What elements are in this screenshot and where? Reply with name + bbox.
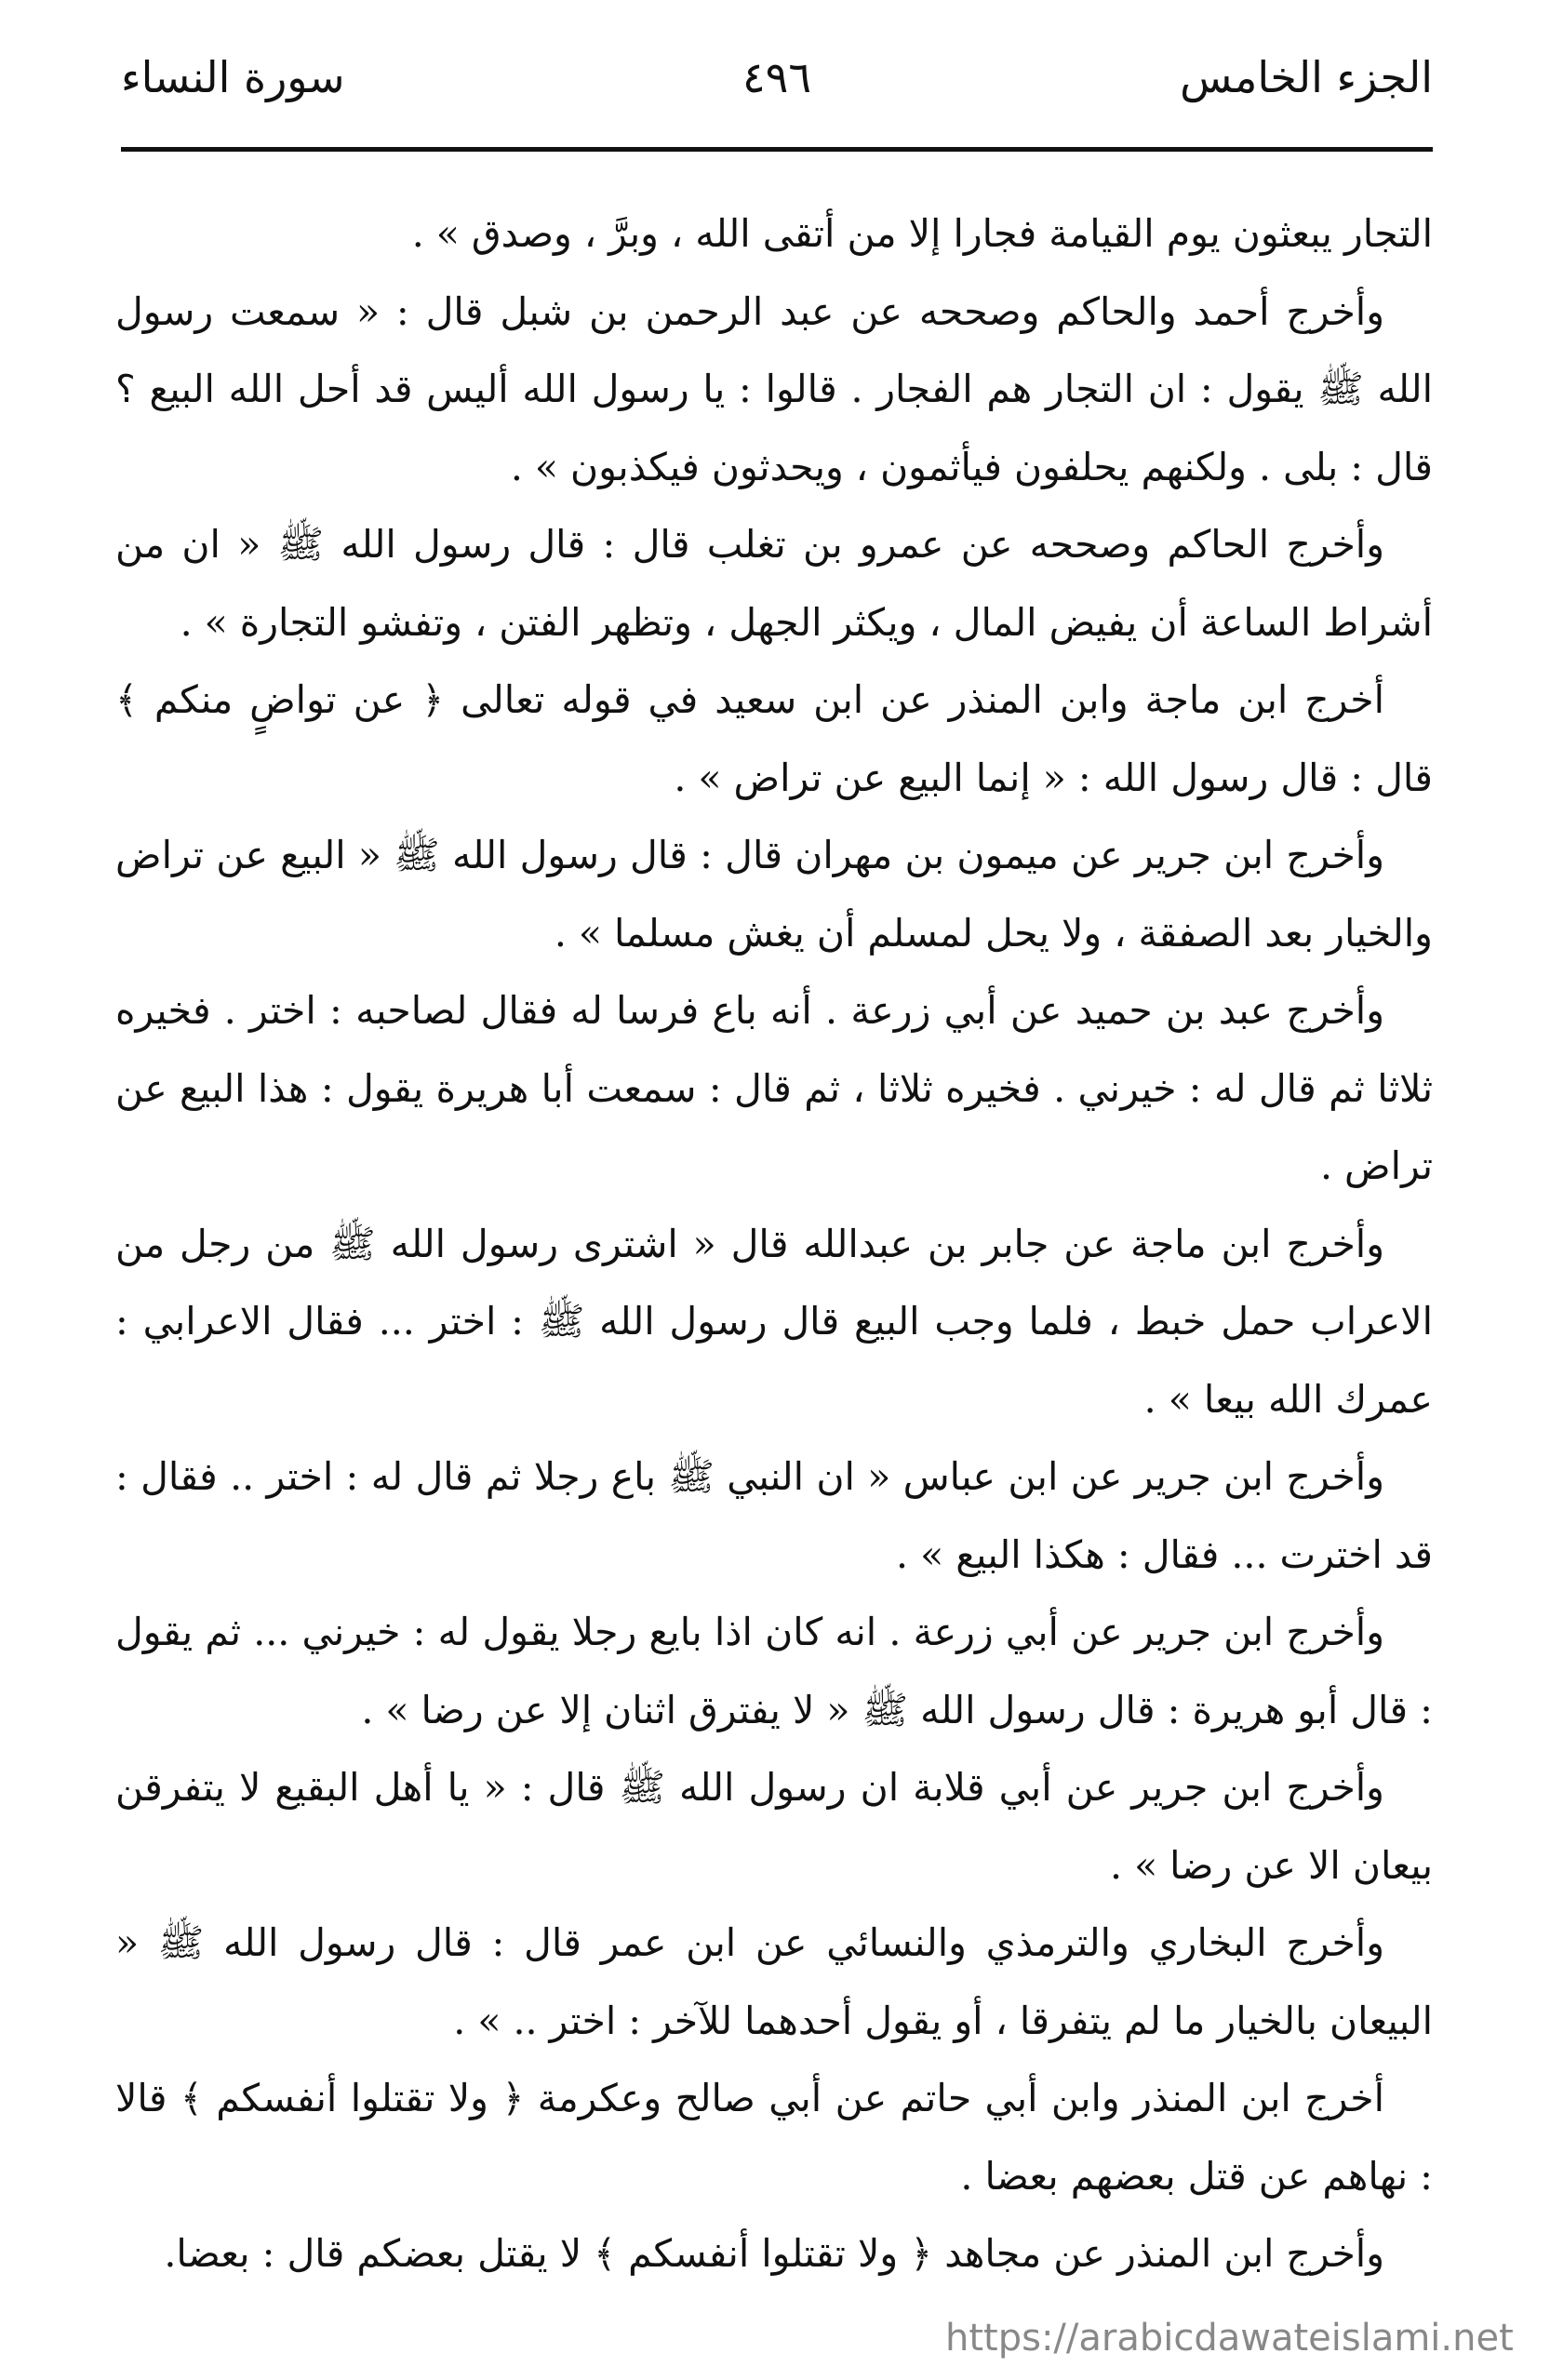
surah-title: سورة النساء	[121, 52, 345, 102]
paragraph: وأخرج ابن ماجة عن جابر بن عبدالله قال « اشترى رسول الله ﷺ من رجل من الاعراب حمل خبط ، فلما وجب البيع قال رسول الله ﷺ : اختر ... فقال الاعرابي : عمرك الله بيعا » .	[115, 1221, 1433, 1422]
paragraph: وأخرج ابن جرير عن أبي قلابة ان رسول الله ﷺ قال : « يا أهل البقيع لا يتفرقن بيعان الا عن رضا » .	[115, 1765, 1433, 1888]
paragraph: وأخرج الحاكم وصححه عن عمرو بن تغلب قال : قال رسول الله ﷺ « ان من أشراط الساعة أن يفيض المال ، ويكثر الجهل ، وتظهر الفتن ، وتفشو التجارة » .	[115, 522, 1433, 645]
paragraph: وأخرج ابن جرير عن ابن عباس « ان النبي ﷺ باع رجلا ثم قال له : اختر .. فقال : قد اخترت ... فقال : هكذا البيع » .	[115, 1454, 1433, 1577]
paragraph: وأخرج ابن المنذر عن مجاهد ﴿ ولا تقتلوا أنفسكم ﴾ لا يقتل بعضكم قال : بعضا.	[164, 2231, 1384, 2276]
page-body	[115, 195, 1433, 2293]
watermark-url: https://arabicdawateislami.net	[945, 2317, 1514, 2360]
paragraph: وأخرج عبد بن حميد عن أبي زرعة . أنه باع فرسا له فقال لصاحبه : اختر . فخيره ثلاثا ثم قال له : خيرني . فخيره ثلاثا ، ثم قال : سمعت أبا هريرة يقول : هذا البيع عن تراض .	[115, 988, 1433, 1188]
juz-title: الجزء الخامس	[1180, 52, 1433, 102]
paragraph: وأخرج البخاري والترمذي والنسائي عن ابن عمر قال : قال رسول الله ﷺ « البيعان بالخيار ما لم يتفرقا ، أو يقول أحدهما للآخر : اختر .. » .	[115, 1920, 1433, 2043]
page-number: ٤٩٦	[742, 52, 812, 102]
paragraph: وأخرج ابن جرير عن أبي زرعة . انه كان اذا بايع رجلا يقول له : خيرني ... ثم يقول : قال أبو هريرة : قال رسول الله ﷺ « لا يفترق اثنان إلا عن رضا » .	[115, 1610, 1433, 1732]
paragraph: وأخرج أحمد والحاكم وصححه عن عبد الرحمن بن شبل قال : « سمعت رسول الله ﷺ يقول : ان التجار هم الفجار . قالوا : يا رسول الله أليس قد أحل الله البيع ؟ قال : بلى . ولكنهم يحلفون فيأثمون ، ويحدثون فيكذبون » .	[115, 288, 1433, 489]
paragraph: أخرج ابن ماجة وابن المنذر عن ابن سعيد في قوله تعالى ﴿ عن تواضٍ منكم ﴾ قال : قال رسول الله : « إنما البيع عن تراض » .	[115, 677, 1433, 800]
page-header	[121, 52, 1433, 136]
paragraph: التجار يبعثون يوم القيامة فجارا إلا من أتقى الله ، وبرَّ ، وصدق » .	[411, 211, 1433, 256]
paragraph: وأخرج ابن جرير عن ميمون بن مهران قال : قال رسول الله ﷺ « البيع عن تراض والخيار بعد الصفقة ، ولا يحل لمسلم أن يغش مسلما » .	[115, 833, 1433, 956]
header-divider	[121, 147, 1433, 152]
paragraph: أخرج ابن المنذر وابن أبي حاتم عن أبي صالح وعكرمة ﴿ ولا تقتلوا أنفسكم ﴾ قالا : نهاهم عن قتل بعضهم بعضا .	[115, 2076, 1433, 2199]
